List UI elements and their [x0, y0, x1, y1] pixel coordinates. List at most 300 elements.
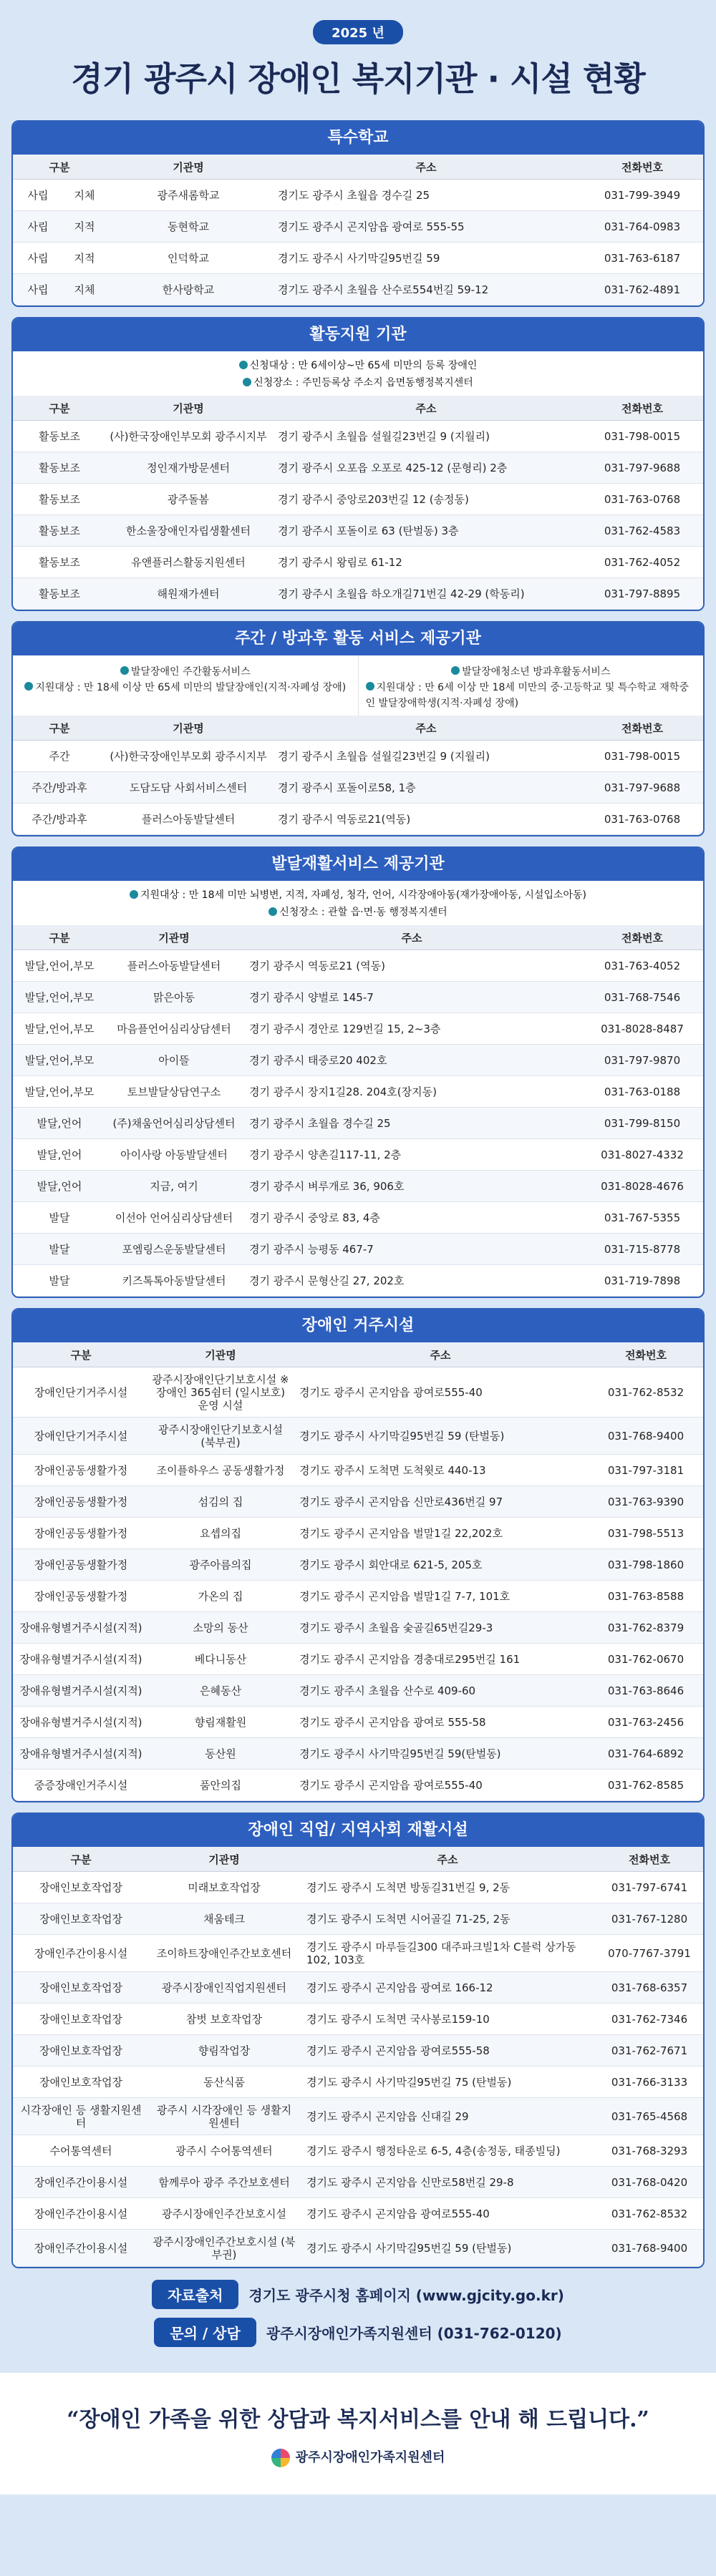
table-cell: 031-765-4568	[596, 2098, 703, 2135]
table-cell: 장애인보호작업장	[13, 2004, 149, 2035]
afterschool-table	[13, 716, 703, 835]
table-row	[13, 421, 703, 452]
table-row	[13, 2230, 703, 2267]
section-residence	[11, 1308, 705, 1802]
table-cell: 동산원	[149, 1738, 292, 1770]
table-cell: 섬김의 집	[149, 1486, 292, 1518]
table-cell: 경기도 광주시 곤지암읍 신대길 29	[299, 2098, 596, 2135]
table-cell: 수어통역센터	[13, 2135, 149, 2167]
table-cell: 활동보조	[13, 452, 106, 484]
table-cell: 경기 광주시 경안로 129번길 15, 2~3층	[242, 1013, 581, 1045]
table-row	[13, 772, 703, 804]
table-cell: 한사랑학교	[106, 274, 271, 306]
table-cell: 키즈톡톡아동발달센터	[106, 1265, 242, 1297]
table-cell: 향림재활원	[149, 1707, 292, 1738]
table-row	[13, 274, 703, 306]
table-cell: 031-762-0670	[589, 1644, 703, 1675]
table-row	[13, 211, 703, 243]
note-text: 지원대상 : 만 18세 미만 뇌병변, 지적, 자폐성, 청각, 언어, 시각장애아동(재가장애아동, 시설입소아동)	[140, 889, 587, 901]
info-head: 발달장애청소년 방과후활동서비스	[462, 666, 611, 678]
table-cell: 경기 광주시 초월읍 설월길23번길 9 (지월리)	[271, 741, 581, 772]
source-text: 경기도 광주시청 홈페이지 (www.gjcity.go.kr)	[248, 2287, 564, 2304]
table-cell: 경기 광주시 문형산길 27, 202호	[242, 1265, 581, 1297]
table-row	[13, 1108, 703, 1139]
table-cell: 장애유형별거주시설(지적)	[13, 1738, 149, 1770]
table-cell: 031-768-0420	[596, 2167, 703, 2198]
table-row	[13, 2167, 703, 2198]
table-cell: 장애인주간이용시설	[13, 2167, 149, 2198]
bullet-icon	[120, 666, 129, 675]
afterschool-service-info	[359, 655, 704, 716]
table-row	[13, 1265, 703, 1297]
table-row	[13, 515, 703, 547]
table-cell: 활동보조	[13, 578, 106, 610]
col-header: 전화번호	[581, 925, 703, 950]
table-cell: 미래보호작업장	[149, 1872, 299, 1903]
table-cell: 품안의집	[149, 1770, 292, 1801]
table-row	[13, 547, 703, 578]
table-cell: 사립	[13, 180, 63, 211]
table-cell: 경기도 광주시 곤지암읍 광여로555-58	[299, 2035, 596, 2067]
table-cell: 경기 광주시 포돌이로58, 1층	[271, 772, 581, 804]
table-cell: 031-763-9390	[589, 1486, 703, 1518]
page-title: 경기 광주시 장애인 복지기관 · 시설 현황	[71, 59, 645, 98]
table-cell: 031-762-4583	[581, 515, 703, 547]
table-cell: 경기도 광주시 초월읍 산수로 409-60	[292, 1675, 589, 1707]
table-cell: 031-768-9400	[596, 2230, 703, 2267]
table-cell: 발달,언어,부모	[13, 1013, 106, 1045]
table-cell: 발달,언어	[13, 1139, 106, 1171]
table-cell: 발달	[13, 1234, 106, 1265]
table-cell: 031-763-0768	[581, 804, 703, 835]
table-row	[13, 2067, 703, 2098]
table-cell: 경기도 광주시 사기막길95번길 59	[271, 243, 581, 274]
table-cell: 031-768-7546	[581, 982, 703, 1013]
table-cell: 경기 광주시 능평동 467-7	[242, 1234, 581, 1265]
table-cell: 031-797-8895	[581, 578, 703, 610]
table-cell: 경기도 광주시 곤지암읍 광여로555-40	[292, 1770, 589, 1801]
col-header: 기관명	[149, 1847, 299, 1872]
table-cell: 경기도 광주시 곤지암읍 광여로 166-12	[299, 1972, 596, 2004]
table-cell: 중증장애인거주시설	[13, 1770, 149, 1801]
table-cell: 031-8028-4676	[581, 1171, 703, 1202]
table-cell: 지적	[63, 211, 106, 243]
col-header: 전화번호	[589, 1342, 703, 1367]
table-cell: 장애인공동생활가정	[13, 1486, 149, 1518]
table-cell: 베다니동산	[149, 1644, 292, 1675]
table-cell: 장애인공동생활가정	[13, 1518, 149, 1549]
table-row	[13, 1234, 703, 1265]
table-cell: 인덕학교	[106, 243, 271, 274]
table-cell: 031-797-6741	[596, 1872, 703, 1903]
bullet-icon	[268, 907, 277, 916]
table-cell: 경기도 광주시 곤지암읍 경충대로295번길 161	[292, 1644, 589, 1675]
section-title: 활동지원 기관	[13, 318, 703, 351]
table-row	[13, 1644, 703, 1675]
slogan-block	[0, 2373, 716, 2494]
table-row	[13, 1171, 703, 1202]
table-row	[13, 2198, 703, 2230]
table-cell: 광주아름의집	[149, 1549, 292, 1581]
table-cell: 031-763-0768	[581, 484, 703, 515]
table-row	[13, 578, 703, 610]
info-head: 발달장애인 주간활동서비스	[130, 666, 251, 678]
section-activity-support	[11, 317, 705, 611]
table-cell: 031-762-8532	[596, 2198, 703, 2230]
table-cell: 경기도 광주시 초월읍 산수로554번길 59-12	[271, 274, 581, 306]
col-header: 기관명	[106, 925, 242, 950]
table-cell: 경기도 광주시 회안대로 621-5, 205호	[292, 1549, 589, 1581]
table-cell: 장애유형별거주시설(지적)	[13, 1707, 149, 1738]
table-cell: 활동보조	[13, 515, 106, 547]
table-cell: 경기도 광주시 곤지암읍 신만로58번길 29-8	[299, 2167, 596, 2198]
vocational-table	[13, 1847, 703, 2267]
table-row	[13, 1418, 703, 1455]
table-cell: 031-799-3949	[581, 180, 703, 211]
table-cell: 경기도 광주시 사기막길95번길 59 (탄벌동)	[292, 1418, 589, 1455]
table-cell: 070-7767-3791	[596, 1935, 703, 1972]
day-service-info	[13, 655, 359, 716]
table-row	[13, 2098, 703, 2135]
table-cell: 031-798-0015	[581, 741, 703, 772]
table-cell: 031-768-6357	[596, 1972, 703, 2004]
table-cell: 031-715-8778	[581, 1234, 703, 1265]
note-text: 신청대상 : 만 6세이상~만 65세 미만의 등록 장애인	[249, 360, 478, 371]
table-cell: 031-764-6892	[589, 1738, 703, 1770]
table-row	[13, 1367, 703, 1418]
table-cell: 지금, 여기	[106, 1171, 242, 1202]
table-cell: 031-8027-4332	[581, 1139, 703, 1171]
table-cell: 광주시장애인주간보호시설	[149, 2198, 299, 2230]
table-cell: 031-762-7671	[596, 2035, 703, 2067]
page-header	[0, 0, 716, 120]
note-text: 신청장소 : 주민등록상 주소지 읍면동행정복지센터	[253, 377, 473, 389]
col-header: 구분	[13, 925, 106, 950]
table-cell: 031-798-0015	[581, 421, 703, 452]
table-cell: 경기 광주시 중앙로 83, 4층	[242, 1202, 581, 1234]
table-row	[13, 1139, 703, 1171]
col-header: 구분	[13, 155, 106, 180]
col-header: 주소	[271, 155, 581, 180]
table-cell: (주)채움언어심리상담센터	[106, 1108, 242, 1139]
slogan-text: “장애인 가족을 위한 상담과 복지서비스를 안내 해 드립니다.”	[67, 2407, 649, 2432]
table-cell: 031-797-9688	[581, 772, 703, 804]
table-cell: 031-797-9870	[581, 1045, 703, 1076]
org-name: 광주시장애인가족지원센터	[295, 2450, 445, 2465]
table-cell: 경기도 광주시 곤지암읍 벌말1길 22,202호	[292, 1518, 589, 1549]
table-cell: 광주시 수어통역센터	[149, 2135, 299, 2167]
table-cell: 요셉의집	[149, 1518, 292, 1549]
col-header: 주소	[292, 1342, 589, 1367]
col-header: 기관명	[149, 1342, 292, 1367]
table-cell: 031-798-1860	[589, 1549, 703, 1581]
table-cell: 장애인보호작업장	[13, 1872, 149, 1903]
section-special-school	[11, 120, 705, 307]
table-row	[13, 1872, 703, 1903]
table-cell: 지체	[63, 180, 106, 211]
table-cell: 발달	[13, 1202, 106, 1234]
table-cell: 경기 광주시 오포읍 오포로 425-12 (문형리) 2층	[271, 452, 581, 484]
table-cell: 경기도 광주시 곤지암읍 광여로 555-55	[271, 211, 581, 243]
table-cell: 동산식품	[149, 2067, 299, 2098]
table-cell: 주간/방과후	[13, 772, 106, 804]
table-cell: 아이뜰	[106, 1045, 242, 1076]
table-cell: 맑은아동	[106, 982, 242, 1013]
table-cell: 광주돌봄	[106, 484, 271, 515]
bullet-icon	[366, 682, 374, 691]
table-cell: 시각장애인 등 생활지원센터	[13, 2098, 149, 2135]
table-cell: 장애인보호작업장	[13, 1972, 149, 2004]
section-title: 특수학교	[13, 122, 703, 155]
table-cell: 유앤플러스활동지원센터	[106, 547, 271, 578]
table-cell: 경기 광주시 초월읍 하오개길71번길 42-29 (학동리)	[271, 578, 581, 610]
table-cell: 031-797-9688	[581, 452, 703, 484]
table-row	[13, 982, 703, 1013]
table-cell: 경기 광주시 벼루개로 36, 906호	[242, 1171, 581, 1202]
table-cell: 은혜동산	[149, 1675, 292, 1707]
table-cell: 경기 광주시 양촌길117-11, 2층	[242, 1139, 581, 1171]
col-header: 전화번호	[596, 1847, 703, 1872]
table-cell: 경기 광주시 포돌이로 63 (탄벌동) 3층	[271, 515, 581, 547]
table-cell: 한소울장애인자립생활센터	[106, 515, 271, 547]
table-cell: 031-768-3293	[596, 2135, 703, 2167]
table-row	[13, 1518, 703, 1549]
table-cell: 장애인단기거주시설	[13, 1367, 149, 1418]
table-row	[13, 1612, 703, 1644]
table-cell: 경기 광주시 왕림로 61-12	[271, 547, 581, 578]
table-row	[13, 1013, 703, 1045]
table-cell: 031-767-5355	[581, 1202, 703, 1234]
table-cell: 031-763-8588	[589, 1581, 703, 1612]
table-cell: 경기도 광주시 사기막길95번길 75 (탄벌동)	[299, 2067, 596, 2098]
section-vocational	[11, 1813, 705, 2268]
table-cell: 장애인단기거주시설	[13, 1418, 149, 1455]
table-cell: 광주시 시각장애인 등 생활지원센터	[149, 2098, 299, 2135]
table-cell: 경기도 광주시 사기막길95번길 59 (탄벌동)	[299, 2230, 596, 2267]
table-cell: 경기 광주시 초월읍 경수길 25	[242, 1108, 581, 1139]
table-cell: 장애인주간이용시설	[13, 2198, 149, 2230]
table-cell: 장애인공동생활가정	[13, 1549, 149, 1581]
table-cell: 플러스아동발달센터	[106, 950, 242, 982]
table-cell: 031-764-0983	[581, 211, 703, 243]
table-cell: 경기도 광주시 사기막길95번길 59(탄벌동)	[292, 1738, 589, 1770]
col-header: 전화번호	[581, 396, 703, 421]
table-cell: 참벗 보호작업장	[149, 2004, 299, 2035]
table-cell: 경기 광주시 태중로20 402호	[242, 1045, 581, 1076]
table-cell: 장애유형별거주시설(지적)	[13, 1675, 149, 1707]
table-cell: 사립	[13, 274, 63, 306]
table-row	[13, 1581, 703, 1612]
table-cell: (사)한국장애인부모회 광주시지부	[106, 421, 271, 452]
col-header: 구분	[13, 396, 106, 421]
notes	[13, 881, 703, 925]
col-header: 구분	[13, 1342, 149, 1367]
table-cell: 주간/방과후	[13, 804, 106, 835]
info-target: 지원대상 : 만 18세 이상 만 65세 미만의 발달장애인(지적·자폐성 장애)	[35, 682, 347, 693]
activity-table	[13, 396, 703, 610]
table-cell: 도담도담 사회서비스센터	[106, 772, 271, 804]
table-cell: 발달,언어,부모	[13, 982, 106, 1013]
table-row	[13, 1935, 703, 1972]
org-name-row	[0, 2447, 716, 2467]
table-cell: 031-798-5513	[589, 1518, 703, 1549]
table-cell: 장애인공동생활가정	[13, 1581, 149, 1612]
table-cell: 마음플언어심리상담센터	[106, 1013, 242, 1045]
bullet-icon	[239, 361, 248, 369]
table-row	[13, 1202, 703, 1234]
table-cell: 발달,언어,부모	[13, 950, 106, 982]
special-school-table	[13, 155, 703, 306]
table-row	[13, 1486, 703, 1518]
table-cell: 해원재가센터	[106, 578, 271, 610]
table-cell: 경기도 광주시 초월읍 숯골길65번길29-3	[292, 1612, 589, 1644]
table-cell: 경기도 광주시 도척면 국사봉로159-10	[299, 2004, 596, 2035]
table-cell: 장애유형별거주시설(지적)	[13, 1644, 149, 1675]
table-cell: 활동보조	[13, 547, 106, 578]
org-logo-icon	[271, 2449, 290, 2467]
table-cell: 031-763-2456	[589, 1707, 703, 1738]
contact-row	[11, 2318, 705, 2347]
table-cell: 031-763-6187	[581, 243, 703, 274]
bullet-icon	[243, 378, 251, 386]
table-row	[13, 741, 703, 772]
table-cell: 경기도 광주시 도척면 시어골길 71-25, 2동	[299, 1903, 596, 1935]
table-cell: 경기도 광주시 마루들길300 대주파크빌1차 C블럭 상가동 102, 103호	[299, 1935, 596, 1972]
table-row	[13, 2004, 703, 2035]
table-cell: 광주새롬학교	[106, 180, 271, 211]
table-row	[13, 1455, 703, 1486]
table-cell: 031-768-9400	[589, 1418, 703, 1455]
table-cell: 031-762-8532	[589, 1367, 703, 1418]
table-cell: 발달,언어	[13, 1108, 106, 1139]
table-row	[13, 243, 703, 274]
contact-text: 광주시장애인가족지원센터 (031-762-0120)	[266, 2325, 562, 2342]
table-row	[13, 1903, 703, 1935]
table-row	[13, 950, 703, 982]
section-rehab	[11, 847, 705, 1298]
table-cell: 경기도 광주시 초월읍 경수길 25	[271, 180, 581, 211]
source-row	[11, 2280, 705, 2309]
col-header: 주소	[271, 716, 581, 741]
table-cell: (사)한국장애인부모회 광주시지부	[106, 741, 271, 772]
table-cell: 경기 광주시 중앙로203번길 12 (송정동)	[271, 484, 581, 515]
table-cell: 경기도 광주시 곤지암읍 광여로555-40	[299, 2198, 596, 2230]
table-cell: 장애유형별거주시설(지적)	[13, 1612, 149, 1644]
table-cell: 조이플하우스 공동생활가정	[149, 1455, 292, 1486]
table-cell: 향림작업장	[149, 2035, 299, 2067]
table-row	[13, 1770, 703, 1801]
source-label: 자료출처	[152, 2280, 238, 2309]
col-header: 주소	[299, 1847, 596, 1872]
table-cell: 장애인보호작업장	[13, 1903, 149, 1935]
table-cell: 발달,언어,부모	[13, 1076, 106, 1108]
table-cell: 031-762-4891	[581, 274, 703, 306]
contact-label: 문의 / 상담	[154, 2318, 256, 2347]
table-row	[13, 452, 703, 484]
table-cell: 031-766-3133	[596, 2067, 703, 2098]
table-row	[13, 180, 703, 211]
table-cell: 채움테크	[149, 1903, 299, 1935]
section-title: 주간 / 방과후 활동 서비스 제공기관	[13, 623, 703, 655]
table-cell: 031-762-8585	[589, 1770, 703, 1801]
rehab-table	[13, 925, 703, 1297]
col-header: 기관명	[106, 155, 271, 180]
table-row	[13, 1045, 703, 1076]
table-cell: 활동보조	[13, 421, 106, 452]
table-row	[13, 484, 703, 515]
notes	[13, 351, 703, 396]
col-header: 주소	[271, 396, 581, 421]
table-cell: 토브발달상담연구소	[106, 1076, 242, 1108]
table-row	[13, 1549, 703, 1581]
table-cell: 031-762-8379	[589, 1612, 703, 1644]
table-cell: 함께루아 광주 주간보호센터	[149, 2167, 299, 2198]
section-day-afterschool	[11, 621, 705, 836]
table-cell: 장애인주간이용시설	[13, 2230, 149, 2267]
table-cell: 사립	[13, 211, 63, 243]
table-row	[13, 2035, 703, 2067]
table-cell: 조이하트장애인주간보호센터	[149, 1935, 299, 1972]
table-cell: 지체	[63, 274, 106, 306]
table-cell: 가온의 집	[149, 1581, 292, 1612]
table-row	[13, 1738, 703, 1770]
table-cell: 경기 광주시 양벌로 145-7	[242, 982, 581, 1013]
table-cell: 031-767-1280	[596, 1903, 703, 1935]
table-row	[13, 1972, 703, 2004]
table-cell: 발달	[13, 1265, 106, 1297]
table-cell: 031-799-8150	[581, 1108, 703, 1139]
note-text: 신청장소 : 관할 읍·면·동 행정복지센터	[279, 907, 448, 918]
section-title: 장애인 직업/ 지역사회 재활시설	[13, 1814, 703, 1847]
table-cell: 경기 광주시 역동로21 (역동)	[242, 950, 581, 982]
table-row	[13, 2135, 703, 2167]
table-cell: 아이사랑 아동발달센터	[106, 1139, 242, 1171]
residence-table	[13, 1342, 703, 1801]
table-cell: 장애인보호작업장	[13, 2035, 149, 2067]
table-cell: 경기도 광주시 곤지암읍 신만로436번길 97	[292, 1486, 589, 1518]
table-cell: 발달,언어	[13, 1171, 106, 1202]
table-cell: 광주시장애인주간보호시설 (북부권)	[149, 2230, 299, 2267]
table-cell: 광주시장애인직업지원센터	[149, 1972, 299, 2004]
col-header: 구분	[13, 716, 106, 741]
table-row	[13, 1707, 703, 1738]
table-cell: 경기 광주시 초월읍 설월길23번길 9 (지월리)	[271, 421, 581, 452]
table-cell: 이선아 언어심리상담센터	[106, 1202, 242, 1234]
service-info	[13, 655, 703, 716]
footer-info	[11, 2280, 705, 2347]
table-cell: 경기도 광주시 곤지암읍 광여로555-40	[292, 1367, 589, 1418]
col-header: 주소	[242, 925, 581, 950]
table-cell: 경기도 광주시 행정타운로 6-5, 4층(송정동, 태종빌딩)	[299, 2135, 596, 2167]
table-cell: 광주시장애인단기보호시설 (북부권)	[149, 1418, 292, 1455]
col-header: 기관명	[106, 396, 271, 421]
table-cell: 사립	[13, 243, 63, 274]
table-cell: 주간	[13, 741, 106, 772]
col-header: 전화번호	[581, 155, 703, 180]
table-cell: 031-719-7898	[581, 1265, 703, 1297]
table-cell: 경기 광주시 장지1길28. 204호(장지동)	[242, 1076, 581, 1108]
table-cell: 031-763-8646	[589, 1675, 703, 1707]
info-target: 지원대상 : 만 6세 이상 만 18세 미만의 중·고등학교 및 특수학교 재학중인 발달장애학생(지적·자폐성 장애)	[365, 682, 689, 709]
bullet-icon	[24, 682, 33, 691]
table-cell: 031-762-4052	[581, 547, 703, 578]
table-cell: 031-762-7346	[596, 2004, 703, 2035]
table-row	[13, 1675, 703, 1707]
table-cell: 발달,언어,부모	[13, 1045, 106, 1076]
section-title: 장애인 거주시설	[13, 1309, 703, 1342]
table-cell: 소망의 동산	[149, 1612, 292, 1644]
table-cell: 경기 광주시 역동로21(역동)	[271, 804, 581, 835]
